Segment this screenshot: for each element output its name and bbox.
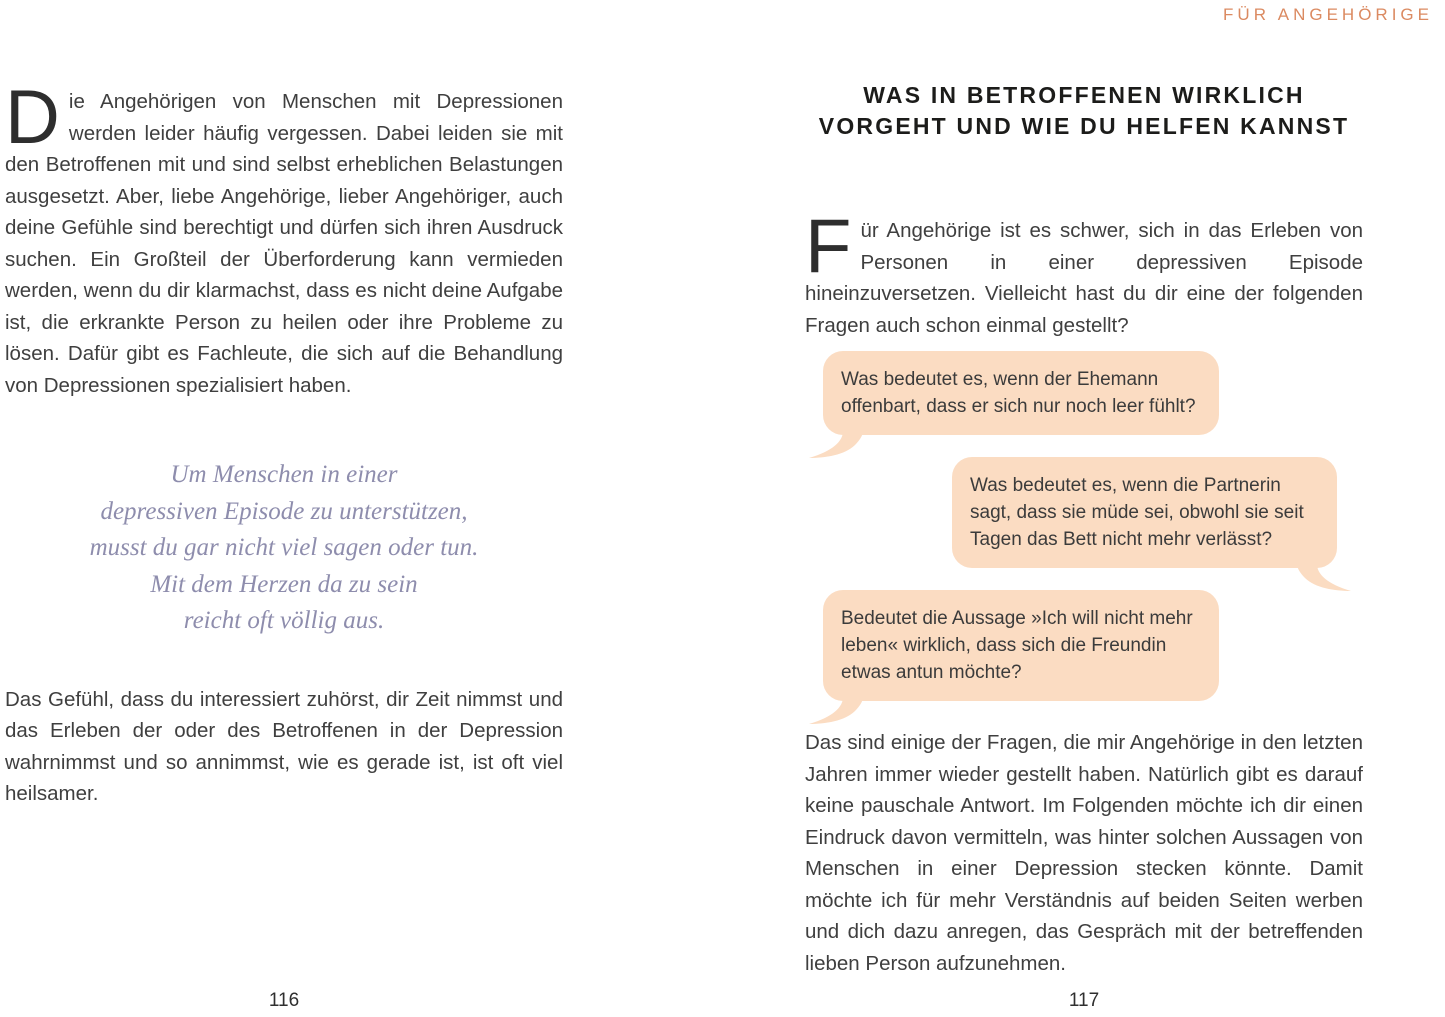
quote-line: Um Menschen in einer <box>170 461 398 488</box>
speech-bubble-tail-icon <box>809 697 865 725</box>
right-paragraph-2: Das sind einige der Fragen, die mir Angehörige in den letzten Jahren immer wieder gestellt haben. Natürlich gibt es darauf keine pauschale Antwort. Im Folgenden möchte ich dir einen Eindruck davon vermitteln, was hinter solchen Aussagen von Menschen in einer Depression stecken könnte. Damit möchte ich für mehr Verständnis auf beiden Seiten werben und dich dazu anregen, das Gespräch mit der betreffenden lieben Person aufzunehmen. <box>805 731 1363 975</box>
speech-bubble-tail-icon <box>1295 564 1351 592</box>
page-number-right: 117 <box>1068 990 1100 1011</box>
dropcap-letter: F <box>805 204 852 289</box>
left-page-column <box>5 75 563 810</box>
dropcap-letter: D <box>5 75 60 160</box>
speech-bubble <box>823 351 1219 435</box>
speech-bubble <box>952 457 1337 568</box>
quote-line: reicht oft völlig aus. <box>183 607 385 634</box>
speech-bubble <box>823 590 1219 701</box>
chapter-heading-line: WAS IN BETROFFENEN WIRKLICH <box>863 82 1305 108</box>
right-page-column <box>805 80 1363 979</box>
speech-bubble-tail-icon <box>809 431 865 459</box>
left-paragraph-2: Das Gefühl, dass du interessiert zuhörst, dir Zeit nimmst und das Erleben der oder des Betroffenen in der Depression wahrnimmst und so annimmst, wie es gerade ist, ist oft viel heilsamer. <box>5 687 563 805</box>
quote-line: depressiven Episode zu unterstützen, <box>100 497 468 525</box>
question-bubbles <box>805 351 1363 701</box>
right-paragraph-1 <box>805 204 1363 341</box>
chapter-heading <box>805 80 1363 142</box>
left-paragraph-1 <box>5 75 563 401</box>
paragraph-text: ie Angehörigen von Menschen mit Depressionen werden leider häufig vergessen. Dabei leiden sie mit den Betroffenen mit und sind selbst erheblichen Belastungen ausgesetzt. Aber, liebe Angehörige, lieber Angehöriger, auch deine Gefühle sind berechtigt und dürfen sich ihren Ausdruck suchen. Ein Großteil der Überforderung kann vermieden werden, wenn du dir klarmachst, dass es nicht deine Aufgabe ist, die erkrankte Person zu heilen oder ihre Probleme zu lösen. Dafür gibt es Fachleute, die sich auf die Behandlung von Depressionen spezialisiert haben. <box>5 90 563 397</box>
page-number-left: 116 <box>268 990 300 1011</box>
running-header: FÜR ANGEHÖRIGE <box>1223 5 1433 24</box>
bubble-text: Was bedeutet es, wenn die Partnerin sagt, dass sie müde sei, obwohl sie seit Tagen das Bett nicht mehr verlässt? <box>970 475 1304 550</box>
quote-line: Mit dem Herzen da zu sein <box>150 570 418 598</box>
paragraph-text: ür Angehörige ist es schwer, sich in das Erleben von Personen in einer depressiven Episode hineinzuversetzen. Vielleicht hast du dir eine der folgenden Fragen auch schon einmal gestellt? <box>805 219 1363 337</box>
bubble-text: Bedeutet die Aussage »Ich will nicht mehr leben« wirklich, dass sich die Freundin etwas antun möchte? <box>841 608 1193 683</box>
bubble-text: Was bedeutet es, wenn der Ehemann offenbart, dass er sich nur noch leer fühlt? <box>841 369 1196 417</box>
pull-quote <box>5 457 563 640</box>
chapter-heading-line: VORGEHT UND WIE DU HELFEN KANNST <box>818 113 1350 139</box>
quote-line: musst du gar nicht viel sagen oder tun. <box>89 534 479 561</box>
